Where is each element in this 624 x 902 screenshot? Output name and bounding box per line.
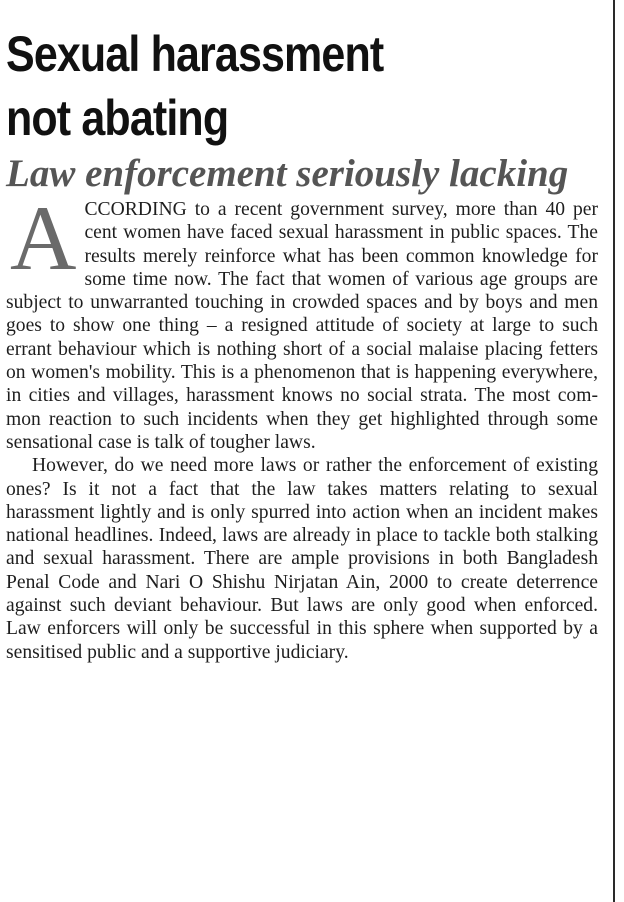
subheadline: Law enforcement seriously lacking	[6, 152, 569, 195]
editorial-article	[6, 22, 598, 664]
headline-line-2: not abating	[6, 90, 229, 146]
headline-line-1: Sexual harassment	[6, 26, 384, 82]
paragraph-2: However, do we need more laws or rather the enforcement of existing ones? Is it not a fact that the law takes matters relating to sexual harassment lightly and is only spurred into action when an incident makes national headlines. Indeed, laws are already in place to tackle both stalking and sexual harassment. There are ample provisions in both Bangladesh Penal Code and Nari O Shishu Nirjatan Ain, 2000 to create deterrence against such deviant behaviour. But laws are only good when enforced. Law enforcers will only be successful in this sphere when supported by a sensitised public and a supportive judiciary.	[6, 455, 598, 663]
paragraph-1	[6, 187, 598, 454]
paragraph-1-text: CCORDING to a recent government survey, more than 40 per cent women have faced sexual harassment in public spaces. The results merely reinforce what has been common knowledge for some time now. The fact that women of various age groups are subject to unwarranted touching in crowded spaces and by boys and men goes to show one thing – a resigned attitude of society at large to such errant behaviour which is nothing short of a social malaise placing fetters on women's mobility. This is a phenomenon that is happening everywhere, in cities and villages, harassment knows no social strata. The most common reaction to such incidents when they get highlighted through some sensational case is talk of tougher laws.	[6, 199, 598, 453]
drop-cap: A	[10, 187, 77, 289]
column-rule	[613, 0, 615, 902]
headline	[6, 22, 574, 150]
